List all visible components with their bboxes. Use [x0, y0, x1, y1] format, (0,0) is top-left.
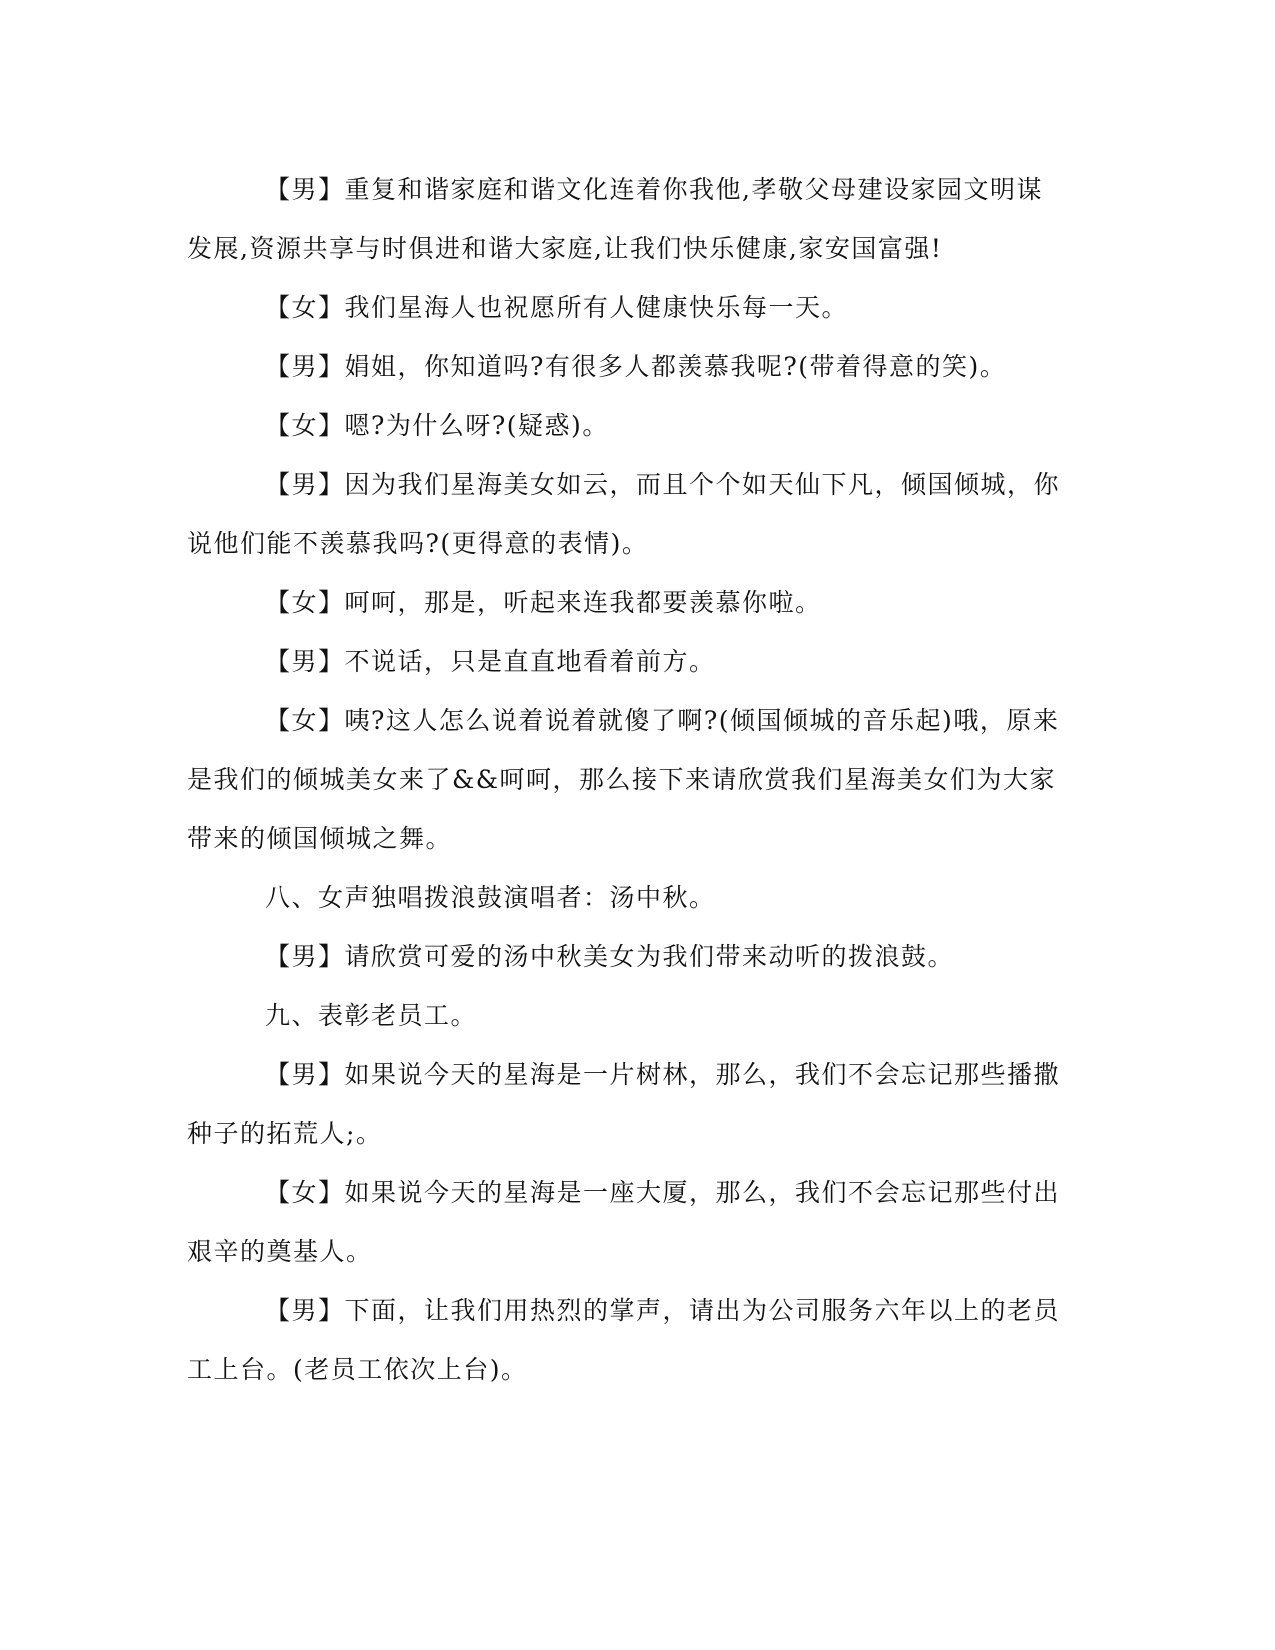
paragraph-10: 【男】请欣赏可爱的汤中秋美女为我们带来动听的拨浪鼓。 — [265, 942, 955, 971]
document-body — [187, 160, 1067, 1399]
paragraph-13: 【女】如果说今天的星海是一座大厦，那么，我们不会忘记那些付出艰辛的奠基人。 — [187, 1178, 1061, 1266]
paragraph-1: 【男】重复和谐家庭和谐文化连着你我他,孝敬父母建设家园文明谋发展,资源共享与时俱进和谐大家庭,让我们快乐健康,家安国富强! — [187, 175, 1043, 263]
paragraph-4: 【女】嗯?为什么呀?(疑惑)。 — [265, 411, 609, 440]
paragraph-6: 【女】呵呵，那是，听起来连我都要羡慕你啦。 — [265, 588, 822, 617]
paragraph-12: 【男】如果说今天的星海是一片树林，那么，我们不会忘记那些播撒种子的拓荒人;。 — [187, 1060, 1061, 1148]
paragraph-7: 【男】不说话，只是直直地看着前方。 — [265, 647, 716, 676]
paragraph-8: 【女】咦?这人怎么说着说着就傻了啊?(倾国倾城的音乐起)哦，原来是我们的倾城美女来了&&呵呵，那么接下来请欣赏我们星海美女们为大家带来的倾国倾城之舞。 — [187, 706, 1060, 853]
section-heading-9: 九、表彰老员工。 — [265, 1001, 478, 1030]
paragraph-2: 【女】我们星海人也祝愿所有人健康快乐每一天。 — [265, 293, 849, 322]
paragraph-3: 【男】娟姐，你知道吗?有很多人都羡慕我呢?(带着得意的笑)。 — [265, 352, 1007, 381]
paragraph-5: 【男】因为我们星海美女如云，而且个个如天仙下凡，倾国倾城，你说他们能不羡慕我吗?(更得意的表情)。 — [187, 470, 1061, 558]
paragraph-14: 【男】下面，让我们用热烈的掌声，请出为公司服务六年以上的老员工上台。(老员工依次上台)。 — [187, 1296, 1061, 1384]
section-heading-8: 八、女声独唱拨浪鼓演唱者：汤中秋。 — [265, 883, 716, 912]
